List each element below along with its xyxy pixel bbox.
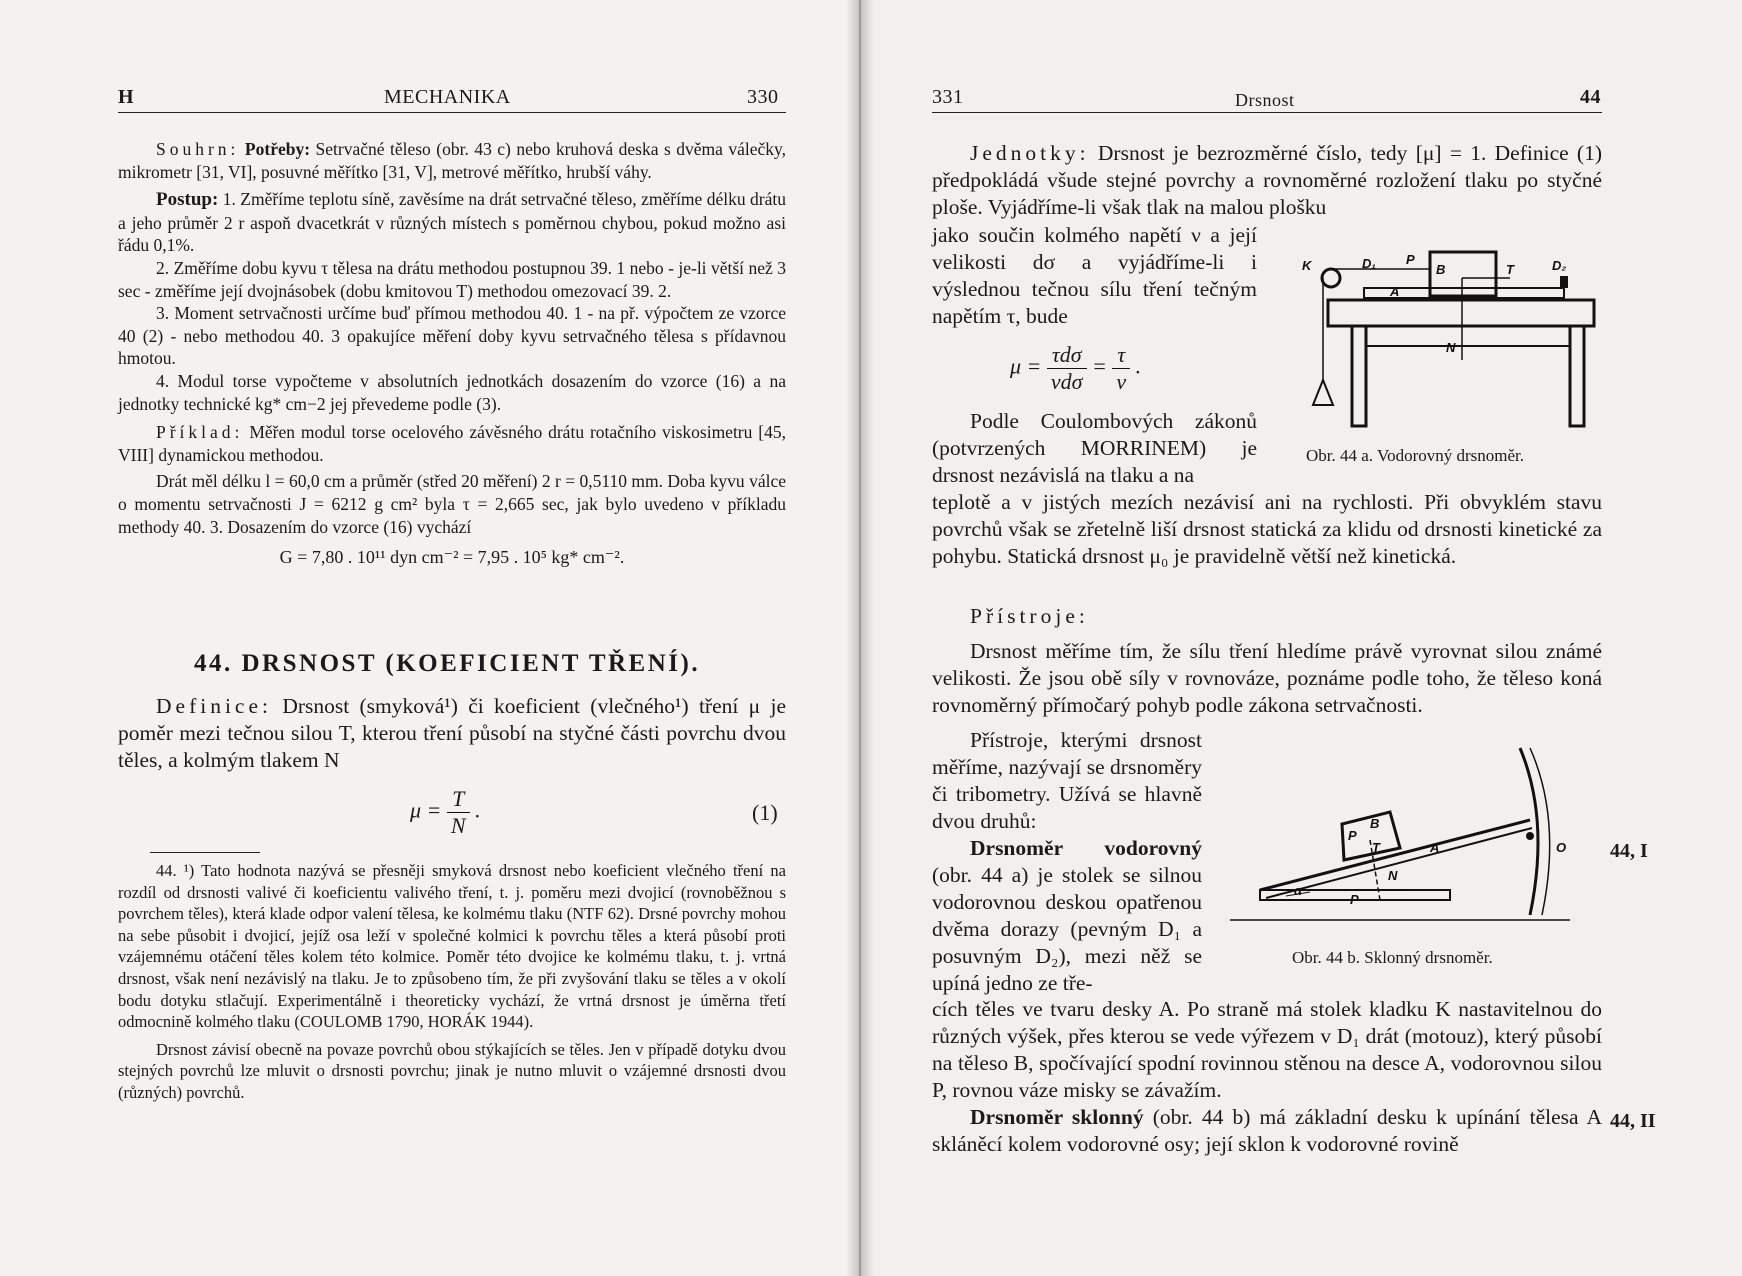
header-page-number-right: 331 xyxy=(932,86,964,108)
fig-b-label-B: B xyxy=(1370,816,1380,831)
needs-label: Potřeby: xyxy=(244,139,311,159)
coulomb-narrow-text: Podle Coulombových zákonů (potvrzených MORRINEM) je drsnost nezávislá na tlaku a na xyxy=(932,409,1257,487)
coulomb-full-block xyxy=(932,489,1602,570)
units-text: Drsnost je bezrozměrné číslo, tedy [μ] = 1. Definice (1) předpokládá všude stejné povrchy a rovnoměrné rozložení tlaku po styčné ploše. Vyjádříme-li však tlak na malou plošku xyxy=(932,141,1602,219)
result-equation: G = 7,80 . 10¹¹ dyn cm⁻² = 7,95 . 10⁵ kg* cm⁻². xyxy=(279,547,625,568)
fig-b-label-T: T xyxy=(1372,840,1380,855)
figure-44a-drawing xyxy=(1280,240,1600,440)
scale-arc xyxy=(1520,748,1538,915)
example-paragraph xyxy=(118,421,786,466)
inclined-plate-bottom xyxy=(1266,828,1532,898)
units-block xyxy=(932,140,1602,221)
eq1-dot: . xyxy=(475,797,481,823)
inclined-label: Drsnoměr sklonný xyxy=(970,1105,1144,1129)
units-narrow-text: jako součin kolmého napětí ν a její velikosti dσ a vyjádříme-li i výslednou tečnou sílu tření tečným napětím τ, bude xyxy=(932,223,1257,328)
procedure-label: Postup: xyxy=(156,189,219,211)
units-label: Jednotky: xyxy=(970,141,1090,165)
fig-a-label-A: A xyxy=(1390,284,1400,299)
example-text: Měřen modul torse ocelového závěsného drátu rotačního viskosimetru [45, VIII] dynamickou methodou. xyxy=(118,422,787,465)
summary-needs xyxy=(118,138,786,183)
fig-a-label-T: T xyxy=(1506,262,1514,277)
equation-1-tag: (1) xyxy=(752,800,778,825)
eq2-fraction-1 xyxy=(1047,342,1087,395)
footnote-rule xyxy=(150,852,260,853)
procedure-step3: 3. Moment setrvačnosti určíme buď přímou methodou 40. 1 - na př. výpočtem ze vzorce 40 (2) - nebo methodou 40. 3 opakujíce měření doby kyvu setrvačného tělesa s přídavnou hmotou. xyxy=(118,303,786,369)
header-title: MECHANIKA xyxy=(384,86,511,108)
figure-44b xyxy=(1230,740,1570,925)
horizontal-paragraph xyxy=(932,835,1202,997)
book-gutter xyxy=(846,0,874,1276)
right-page xyxy=(860,0,1742,1276)
definition-label: Definice: xyxy=(156,694,272,718)
eq2-fraction-2 xyxy=(1112,342,1130,395)
eq2-num2: τ xyxy=(1112,342,1130,369)
footnote-1: 44. ¹) Tato hodnota nazývá se přesněji smyková drsnost nebo koeficient vlečného tření na rozdíl od drsnosti valivé či koeficientu valivého tření, t. j. poměru mezi dvojicí (rovnoběžnou s povrchem těles), která klade odpor valení tělesa, ke kolmému tlaku (NTF 62). Drsné povrchy mohou na sebe působit i dvojicí, jejíž osa leží v společné kolmici k povrchu těles a která působí proti vzájemnému otáčení těles kolem této kolmice. Poměr této dvojice ke kolmému tlaku, t. j. vrtná drsnost, však není nezávislý na tlaku. Je to způsobeno tím, že při zvyšování tlaku se těles a v okolí bodu dotyku stlačují. Experimentálně i theoreticky vychází, že vrtná drsnost je úměrna třetí odmocnině kolmého tlaku (COULOMB 1790, HORÁK 1944). xyxy=(118,861,786,1032)
fig-a-label-P: P xyxy=(1406,252,1415,267)
left-page xyxy=(0,0,860,1276)
header-page-number: 330 xyxy=(747,86,779,108)
fig-a-label-D1: D₁ xyxy=(1362,256,1376,271)
summary-lead: Souhrn: xyxy=(156,139,240,159)
footnote-block xyxy=(118,860,786,1104)
header-title-right: Drsnost xyxy=(1235,90,1295,110)
eq2-dot: . xyxy=(1135,353,1142,379)
weight-pan xyxy=(1313,380,1333,405)
summary-block xyxy=(118,138,786,569)
coulomb-narrow-block xyxy=(932,408,1257,489)
header-section-number: 44 xyxy=(1580,86,1601,108)
fig-a-label-D2: D₂ xyxy=(1552,258,1567,273)
fig-a-label-N: N xyxy=(1446,340,1456,355)
fig-b-label-P-bottom: P xyxy=(1350,892,1359,907)
coulomb-full-text: teplotě a v jistých mezích nezávisí ani na rychlosti. Při obvyklém stavu povrchů však se zřetelně liší drsnost statická za klidu od drsnosti kinetické za pohybu. Statická drsnost μ₀ je pravidelně větší než kinetická. xyxy=(932,490,1602,568)
stop-D2 xyxy=(1560,276,1568,288)
horizontal-narrow-text: (obr. 44 a) je stolek se silnou vodorovnou deskou opatřenou dvěma dorazy (pevným D₁ a posuvným D₂), mezi něž se upíná jedno ze tře- xyxy=(932,863,1202,995)
margin-note-44-I: 44, I xyxy=(1610,840,1648,862)
instruments-label: Přístroje: xyxy=(970,604,1089,628)
needs-text: Setrvačné těleso (obr. 43 c) nebo kruhová deska s dvěma válečky, mikrometr [31, VI], posuvné měřítko [31, V], metrové měřítko, hrubší váhy. xyxy=(118,139,787,182)
procedure-step1 xyxy=(118,188,786,257)
fig-b-label-N: N xyxy=(1388,868,1398,883)
horizontal-full-text: cích těles ve tvaru desky A. Po straně má stolek kladku K nastavitelnou do různých výšek, přes kterou se vede výřezem v D₁ drát (motouz), který působí na těleso B, spočívající spodní rovinnou stěnou na desce A, vodorovnou silou P, rovnou váze misky se závažím. xyxy=(932,997,1602,1102)
fig-a-label-K: K xyxy=(1302,258,1312,273)
instruments-text: Drsnost měříme tím, že sílu tření hledíme právě vyrovnat silou známé velikosti. Že jsou obě síly v rovnováze, poznáme podle toho, že těleso koná rovnoměrný přímočarý pohyb podle zákona setrvačnosti. xyxy=(932,639,1602,717)
eq2-lhs: μ = xyxy=(1010,353,1042,379)
table-leg-left xyxy=(1352,326,1366,426)
table-top xyxy=(1328,300,1594,326)
eq1-numerator: T xyxy=(447,786,470,813)
figure-44b-caption: Obr. 44 b. Sklonný drsnoměr. xyxy=(1292,948,1493,967)
instruments-narrow-block xyxy=(932,727,1202,997)
definition-block xyxy=(118,693,786,774)
inclined-text: (obr. 44 b) má základní desku k upínání tělesa A skláněcí kolem vodorovné osy; její sklon k vodorovné rovině xyxy=(932,1105,1602,1156)
instruments-block xyxy=(932,603,1602,719)
eq1-denominator: N xyxy=(450,813,466,838)
horizontal-full-block xyxy=(932,996,1602,1158)
procedure-step2: 2. Změříme dobu kyvu τ tělesa na drátu methodou postupnou 39. 1 nebo - je-li větší než 3 sec - změříme její dvojnásobek (dobu kmitovou T) methodou omezovací 39. 2. xyxy=(118,257,786,301)
example-paragraph-2: Drát měl délku l = 60,0 cm a průměr (střed 20 měření) 2 r = 0,5110 mm. Doba kyvu válce o momentu setrvačnosti J = 6212 g cm² byla τ = 2,665 sec, jak bylo uvedeno v příkladu methody 40. 3. Dosazením do vzorce (16) vychází xyxy=(118,471,786,537)
fig-a-label-B: B xyxy=(1436,262,1446,277)
definition-text: Drsnost (smyková¹) či koeficient (vlečného¹) tření μ je poměr mezi tečnou silou T, kterou tření působí na styčné části povrchu dvou těles, a kolmým tlakem N xyxy=(118,694,787,772)
procedure-step4: 4. Modul torse vypočteme v absolutních jednotkách dosazením do vzorce (16) a na jednotky technické kg* cm−2 jej převedeme podle (3). xyxy=(118,370,786,414)
example-label: Příklad: xyxy=(156,422,244,443)
horizontal-label: Drsnoměr vodorovný xyxy=(970,836,1202,860)
fig-b-label-O: O xyxy=(1556,840,1567,855)
eq2-den1: νdσ xyxy=(1050,369,1083,394)
fig-b-label-P-top: P xyxy=(1348,828,1357,843)
figure-44a xyxy=(1280,240,1600,440)
header-rule-right xyxy=(932,112,1602,113)
eq2-num1: τdσ xyxy=(1047,342,1087,369)
header-left-letter: H xyxy=(118,86,135,108)
equation-1 xyxy=(410,786,481,839)
fig-b-label-alpha: α xyxy=(1294,883,1303,898)
step1-text: 1. Změříme teplotu síně, zavěsíme na drát setrvačné těleso, změříme délku drátu a jeho průměr 2 r aspoň dvacetkrát v různých místech s poměrnou chybou, pokud možno asi řádu 0,1%. xyxy=(118,189,787,256)
fig-b-label-A: A xyxy=(1430,840,1440,855)
eq2-equals: = xyxy=(1092,353,1107,379)
inclined-paragraph xyxy=(932,1104,1602,1158)
pulley-K xyxy=(1322,269,1340,287)
axis-pivot xyxy=(1526,832,1534,840)
section-title: 44. DRSNOST (KOEFICIENT TŘENÍ). xyxy=(194,650,701,677)
eq1-fraction xyxy=(447,786,470,839)
eq2-den2: ν xyxy=(1116,369,1127,394)
figure-44a-caption: Obr. 44 a. Vodorovný drsnoměr. xyxy=(1306,446,1525,465)
units-narrow-block xyxy=(932,222,1257,330)
figure-44b-drawing xyxy=(1230,740,1570,925)
header-rule xyxy=(118,112,786,113)
table-leg-right xyxy=(1570,326,1584,426)
margin-note-44-II: 44, II xyxy=(1610,1110,1656,1132)
equation-2 xyxy=(1010,342,1141,395)
footnote-2: Drsnost závisí obecně na povaze povrchů obou stýkajících se těles. Jen v případě dotyku dvou stejných povrchů lze mluvit o drsnosti povrchu; jinak je nutno mluvit o vzájemné drsnosti dvou (různých) povrchů. xyxy=(118,1039,786,1102)
eq1-lhs: μ = xyxy=(410,797,442,823)
instruments-narrow-text: Přístroje, kterými drsnost měříme, nazývají se drsnoměry či tribometry. Užívá se hlavně dvou druhů: xyxy=(932,728,1202,833)
